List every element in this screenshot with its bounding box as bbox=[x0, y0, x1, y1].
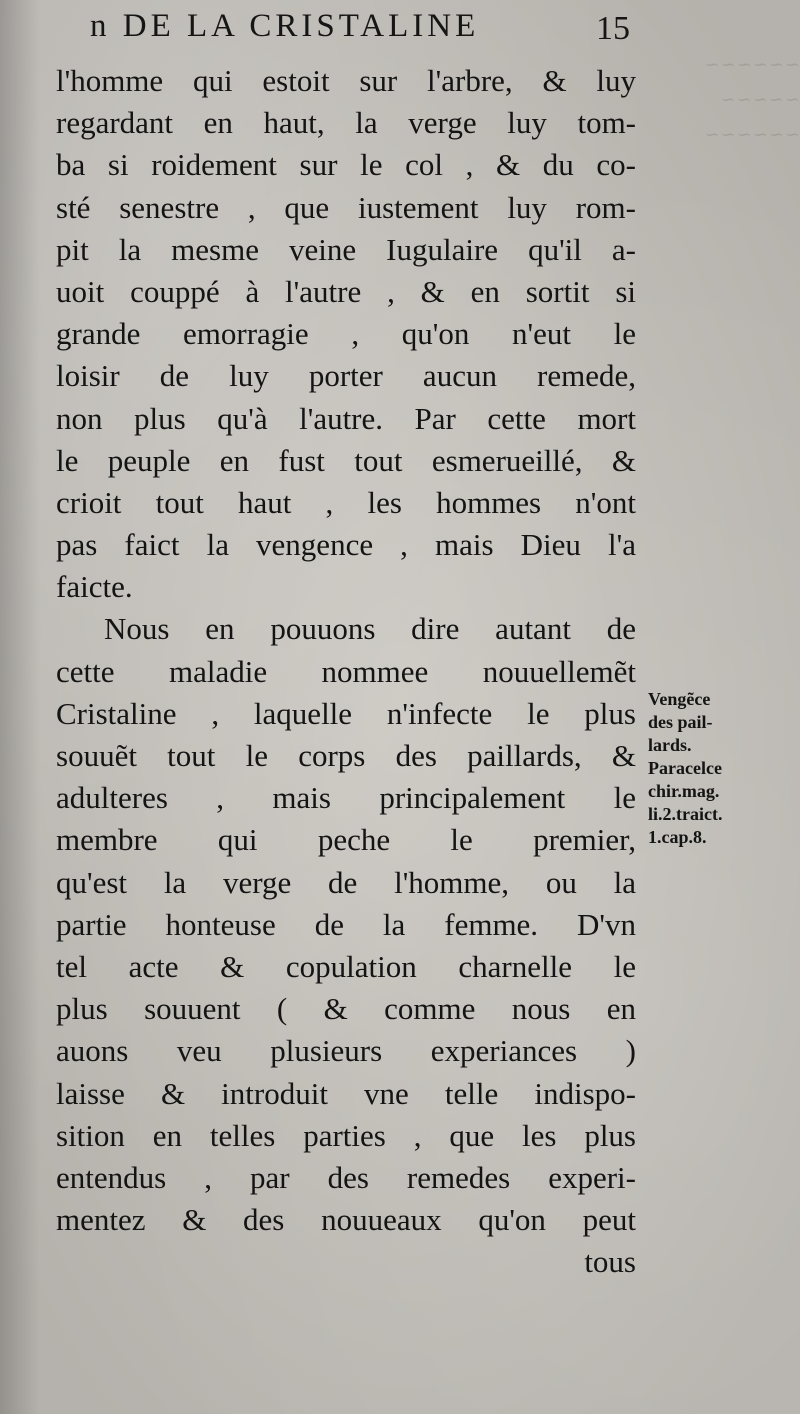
text-line: adulteres , mais principalement le bbox=[56, 780, 636, 816]
marginal-note-line: chir.mag. bbox=[648, 781, 720, 801]
binding-shadow bbox=[0, 0, 40, 1414]
marginal-note bbox=[648, 688, 778, 849]
page-header bbox=[90, 8, 630, 56]
catchword: tous bbox=[584, 1244, 636, 1280]
text-line: faicte. bbox=[56, 569, 133, 605]
text-line: partie honteuse de la femme. D'vn bbox=[56, 906, 636, 942]
text-line: cette maladie nommee nouuellemẽt bbox=[56, 653, 636, 689]
text-line: Cristaline , laquelle n'infecte le plus bbox=[56, 695, 636, 731]
marginal-note-line: 1.cap.8. bbox=[648, 827, 707, 847]
text-line: ba si roidement sur le col , & du co- bbox=[56, 147, 636, 183]
text-line: qu'est la verge de l'homme, ou la bbox=[56, 864, 636, 900]
text-line: plus souuent ( & comme nous en bbox=[56, 991, 636, 1027]
marginal-note-line: lards. bbox=[648, 735, 692, 755]
text-line: le peuple en fust tout esmerueillé, & bbox=[56, 442, 636, 478]
text-line: membre qui peche le premier, bbox=[56, 822, 636, 858]
marginal-note-line: Vengẽce bbox=[648, 689, 711, 709]
bleed-through-mark: ~~~~~~ bbox=[703, 124, 800, 145]
paragraph-first-line: Nous en pouuons dire autant de bbox=[104, 611, 636, 647]
text-line: non plus qu'à l'autre. Par cette mort bbox=[56, 400, 636, 436]
text-line: grande emorragie , qu'on n'eut le bbox=[56, 316, 636, 352]
text-line: sté senestre , que iustement luy rom- bbox=[56, 189, 636, 225]
text-line: laisse & introduit vne telle indispo- bbox=[56, 1075, 636, 1111]
bleed-through-mark: ~~~~~~ bbox=[703, 54, 800, 75]
running-head: n DE LA CRISTALINE bbox=[90, 8, 480, 44]
page-number: 15 bbox=[596, 10, 630, 47]
text-line: tel acte & copulation charnelle le bbox=[56, 948, 636, 984]
marginal-note-line: li.2.traict. bbox=[648, 804, 723, 824]
text-line: mentez & des nouueaux qu'on peut bbox=[56, 1202, 636, 1238]
body-text bbox=[56, 60, 636, 1283]
text-line: l'homme qui estoit sur l'arbre, & luy bbox=[56, 63, 636, 98]
text-line: pit la mesme veine Iugulaire qu'il a- bbox=[56, 231, 636, 267]
text-line: loisir de luy porter aucun remede, bbox=[56, 358, 636, 394]
text-line: regardant en haut, la verge luy tom- bbox=[56, 105, 636, 141]
marginal-note-line: Paracelce bbox=[648, 758, 722, 778]
marginal-note-line: des pail- bbox=[648, 712, 713, 732]
text-line: sition en telles parties , que les plus bbox=[56, 1117, 636, 1153]
text-line: entendus , par des remedes experi- bbox=[56, 1159, 636, 1195]
text-line: souuẽt tout le corps des paillards, & bbox=[56, 738, 636, 773]
text-line: uoit couppé à l'autre , & en sortit si bbox=[56, 273, 636, 309]
text-line: crioit tout haut , les hommes n'ont bbox=[56, 484, 636, 520]
text-line: auons veu plusieurs experiances ) bbox=[56, 1033, 636, 1069]
text-line: pas faict la vengence , mais Dieu l'a bbox=[56, 527, 636, 563]
bleed-through-mark: ~~~~~ bbox=[719, 89, 800, 110]
